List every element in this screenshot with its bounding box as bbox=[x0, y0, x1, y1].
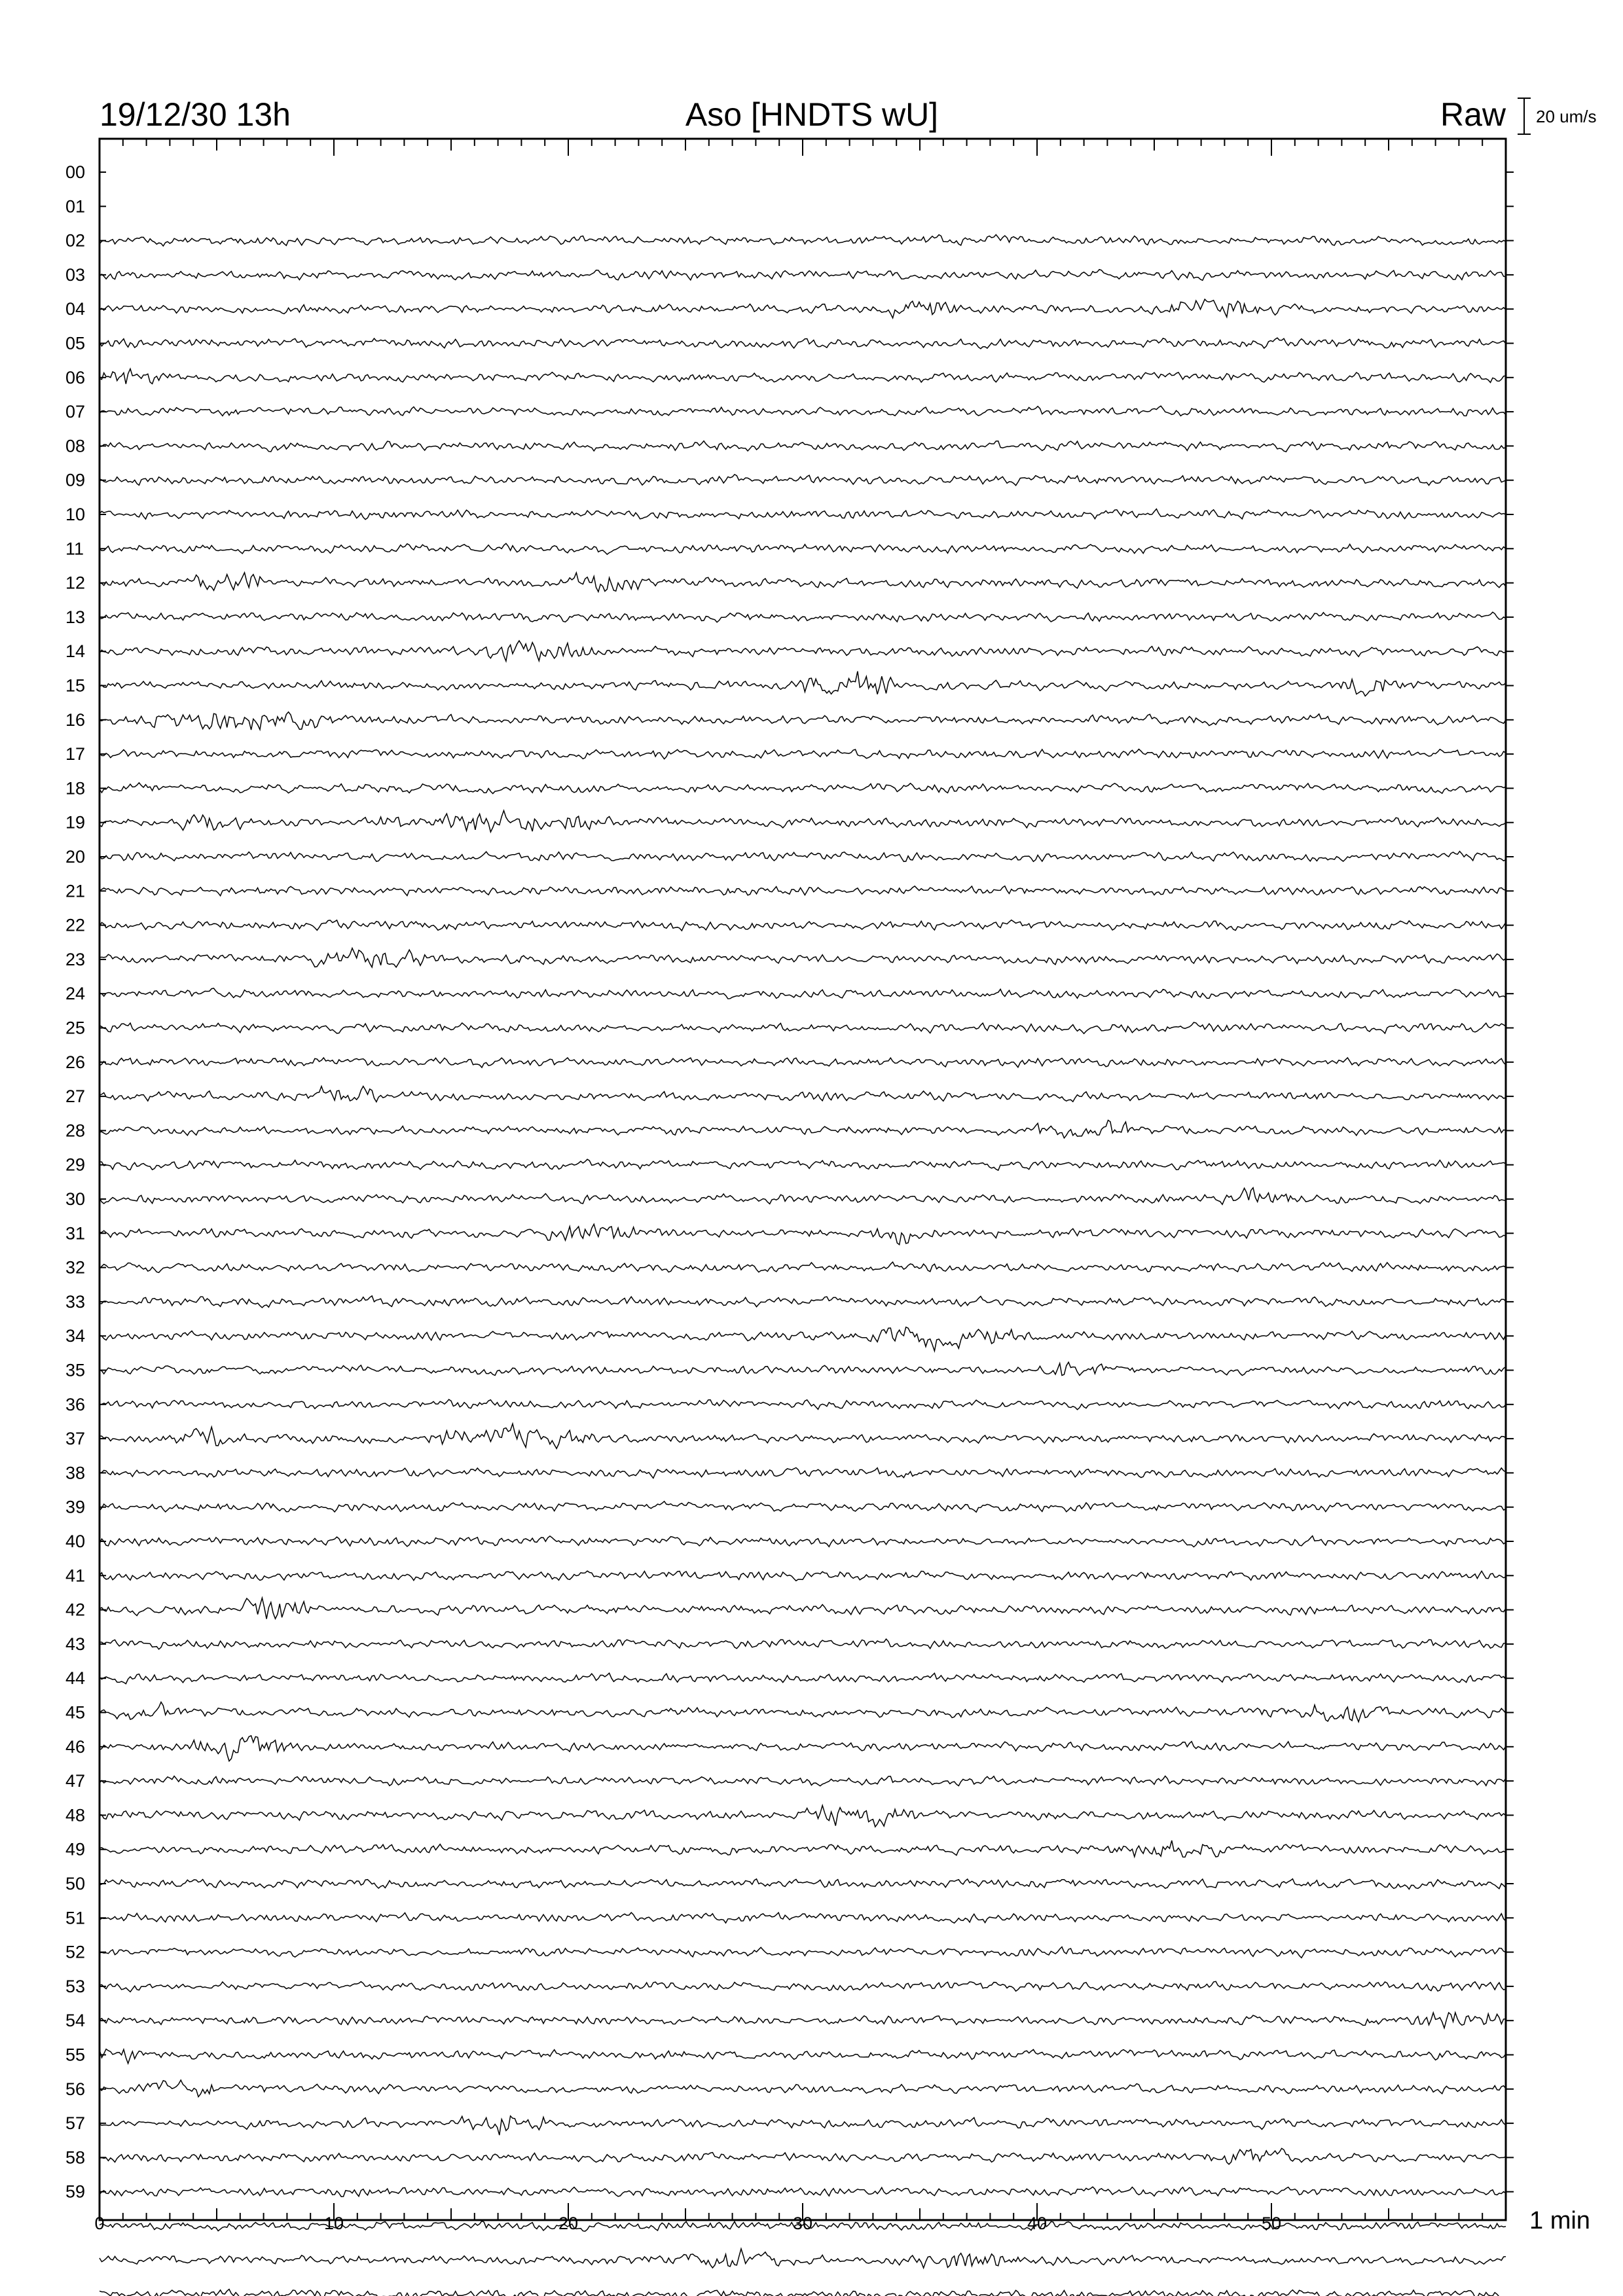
trace-line bbox=[100, 810, 1506, 832]
trace-line bbox=[100, 441, 1506, 452]
minute-label: 18 bbox=[65, 778, 86, 798]
trace-line bbox=[100, 1639, 1506, 1649]
minute-labels bbox=[65, 162, 85, 2202]
trace-line bbox=[100, 299, 1506, 318]
axis-ticks bbox=[100, 139, 1514, 2220]
minute-label: 22 bbox=[65, 915, 86, 935]
trace-line bbox=[100, 2049, 1506, 2064]
seismic-traces bbox=[100, 235, 1506, 2296]
trace-line bbox=[100, 1296, 1506, 1308]
minute-label: 28 bbox=[65, 1121, 86, 1141]
minute-label: 09 bbox=[65, 470, 86, 490]
trace-line bbox=[100, 1399, 1506, 1410]
trace-line bbox=[100, 235, 1506, 246]
x-tick-label: 40 bbox=[1027, 2214, 1048, 2233]
trace-line bbox=[100, 712, 1506, 730]
trace-line bbox=[100, 2148, 1506, 2164]
trace-line bbox=[100, 886, 1506, 896]
x-tick-label: 30 bbox=[792, 2214, 813, 2233]
x-tick-label: 20 bbox=[558, 2214, 579, 2233]
minute-label: 05 bbox=[65, 333, 86, 353]
trace-line bbox=[100, 406, 1506, 416]
trace-line bbox=[100, 1947, 1506, 1958]
minute-label: 58 bbox=[65, 2147, 86, 2168]
trace-line bbox=[100, 509, 1506, 520]
minute-label: 46 bbox=[65, 1736, 86, 1757]
trace-line bbox=[100, 1121, 1506, 1138]
trace-line bbox=[100, 2116, 1506, 2135]
minute-label: 37 bbox=[65, 1429, 86, 1449]
minute-label: 19 bbox=[65, 812, 86, 833]
minute-label: 21 bbox=[65, 881, 86, 901]
station-title: Aso [HNDTS wU] bbox=[685, 96, 939, 133]
datetime-label: 19/12/30 13h bbox=[100, 96, 291, 133]
minute-label: 13 bbox=[65, 607, 86, 627]
minute-label: 29 bbox=[65, 1155, 86, 1175]
trace-line bbox=[100, 920, 1506, 931]
trace-line bbox=[100, 1022, 1506, 1033]
minute-label: 32 bbox=[65, 1257, 86, 1278]
trace-line bbox=[100, 1224, 1506, 1244]
trace-line bbox=[100, 1805, 1506, 1827]
minute-label: 26 bbox=[65, 1052, 86, 1072]
trace-line bbox=[100, 475, 1506, 486]
scale-bar bbox=[1518, 98, 1531, 134]
minute-label: 07 bbox=[65, 402, 86, 422]
trace-line bbox=[100, 2187, 1506, 2197]
minute-label: 24 bbox=[65, 984, 86, 1004]
trace-line bbox=[100, 2080, 1506, 2097]
minute-label: 12 bbox=[65, 573, 86, 593]
scale-bar-label: 20 um/s bbox=[1536, 107, 1597, 126]
minute-label: 54 bbox=[65, 2011, 86, 2031]
minute-label: 27 bbox=[65, 1086, 86, 1107]
trace-line bbox=[100, 1536, 1506, 1547]
trace-line bbox=[100, 749, 1506, 759]
minute-label: 53 bbox=[65, 1976, 86, 1996]
trace-line bbox=[100, 1840, 1506, 1857]
minute-label: 36 bbox=[65, 1394, 86, 1414]
trace-line bbox=[100, 1327, 1506, 1351]
trace-line bbox=[100, 369, 1506, 384]
trace-line bbox=[100, 1424, 1506, 1448]
trace-line bbox=[100, 1571, 1506, 1581]
x-tick-label: 10 bbox=[323, 2214, 344, 2233]
trace-line bbox=[100, 1501, 1506, 1513]
minute-label: 08 bbox=[65, 436, 86, 456]
trace-line bbox=[100, 1879, 1506, 1890]
trace-line bbox=[100, 783, 1506, 794]
trace-line bbox=[100, 2013, 1506, 2028]
minute-label: 35 bbox=[65, 1360, 86, 1380]
x-axis-label: 1 min bbox=[1529, 2207, 1590, 2234]
minute-label: 31 bbox=[65, 1223, 86, 1244]
minute-label: 17 bbox=[65, 744, 86, 764]
minute-label: 43 bbox=[65, 1634, 86, 1654]
minute-label: 02 bbox=[65, 230, 86, 251]
trace-line bbox=[100, 1598, 1506, 1619]
trace-line bbox=[100, 641, 1506, 661]
minute-label: 51 bbox=[65, 1908, 86, 1928]
minute-label: 57 bbox=[65, 2113, 86, 2134]
minute-label: 56 bbox=[65, 2079, 86, 2099]
trace-line bbox=[100, 338, 1506, 349]
trace-line bbox=[100, 1468, 1506, 1479]
minute-label: 49 bbox=[65, 1839, 86, 1859]
minute-label: 30 bbox=[65, 1189, 86, 1209]
trace-line bbox=[100, 2249, 1506, 2268]
trace-line bbox=[100, 1159, 1506, 1170]
minute-label: 00 bbox=[65, 162, 86, 182]
trace-line bbox=[100, 1362, 1506, 1375]
trace-line bbox=[100, 1702, 1506, 1722]
trace-line bbox=[100, 543, 1506, 554]
minute-label: 14 bbox=[65, 641, 86, 662]
trace-line bbox=[100, 672, 1506, 696]
minute-label: 25 bbox=[65, 1018, 86, 1038]
x-tick-label: 50 bbox=[1261, 2214, 1282, 2233]
minute-label: 41 bbox=[65, 1566, 86, 1586]
plot-frame bbox=[100, 139, 1506, 2220]
trace-line bbox=[100, 1086, 1506, 1102]
minute-label: 59 bbox=[65, 2181, 86, 2202]
trace-line bbox=[100, 852, 1506, 862]
minute-label: 47 bbox=[65, 1771, 86, 1791]
trace-line bbox=[100, 573, 1506, 592]
minute-label: 38 bbox=[65, 1463, 86, 1483]
trace-line bbox=[100, 1673, 1506, 1683]
trace-line bbox=[100, 1981, 1506, 1992]
minute-label: 23 bbox=[65, 949, 86, 969]
minute-label: 33 bbox=[65, 1291, 86, 1312]
mode-label: Raw bbox=[1440, 96, 1506, 133]
trace-line bbox=[100, 270, 1506, 281]
minute-label: 15 bbox=[65, 675, 86, 696]
minute-label: 03 bbox=[65, 264, 86, 285]
minute-label: 11 bbox=[65, 539, 84, 559]
minute-label: 50 bbox=[65, 1874, 86, 1893]
minute-label: 10 bbox=[65, 505, 86, 524]
minute-label: 48 bbox=[65, 1805, 86, 1825]
minute-label: 06 bbox=[65, 367, 86, 387]
trace-line bbox=[100, 1188, 1506, 1205]
trace-line bbox=[100, 1058, 1506, 1067]
minute-label: 34 bbox=[65, 1326, 86, 1346]
minute-label: 55 bbox=[65, 2045, 86, 2065]
minute-label: 04 bbox=[65, 299, 86, 319]
minute-label: 44 bbox=[65, 1668, 86, 1689]
minute-label: 42 bbox=[65, 1600, 86, 1620]
trace-line bbox=[100, 612, 1506, 622]
trace-line bbox=[100, 1736, 1506, 1761]
minute-label: 40 bbox=[65, 1532, 86, 1551]
trace-line bbox=[100, 1912, 1506, 1923]
minute-label: 52 bbox=[65, 1942, 86, 1962]
minute-label: 20 bbox=[65, 847, 86, 867]
trace-line bbox=[100, 1776, 1506, 1786]
x-tick-label: 0 bbox=[94, 2214, 105, 2233]
minute-label: 39 bbox=[65, 1497, 86, 1517]
trace-line bbox=[100, 2289, 1506, 2296]
trace-line bbox=[100, 1262, 1506, 1272]
minute-label: 01 bbox=[65, 196, 86, 217]
trace-line bbox=[100, 988, 1506, 999]
minute-label: 16 bbox=[65, 709, 86, 730]
minute-label: 45 bbox=[65, 1702, 86, 1723]
trace-line bbox=[100, 948, 1506, 967]
